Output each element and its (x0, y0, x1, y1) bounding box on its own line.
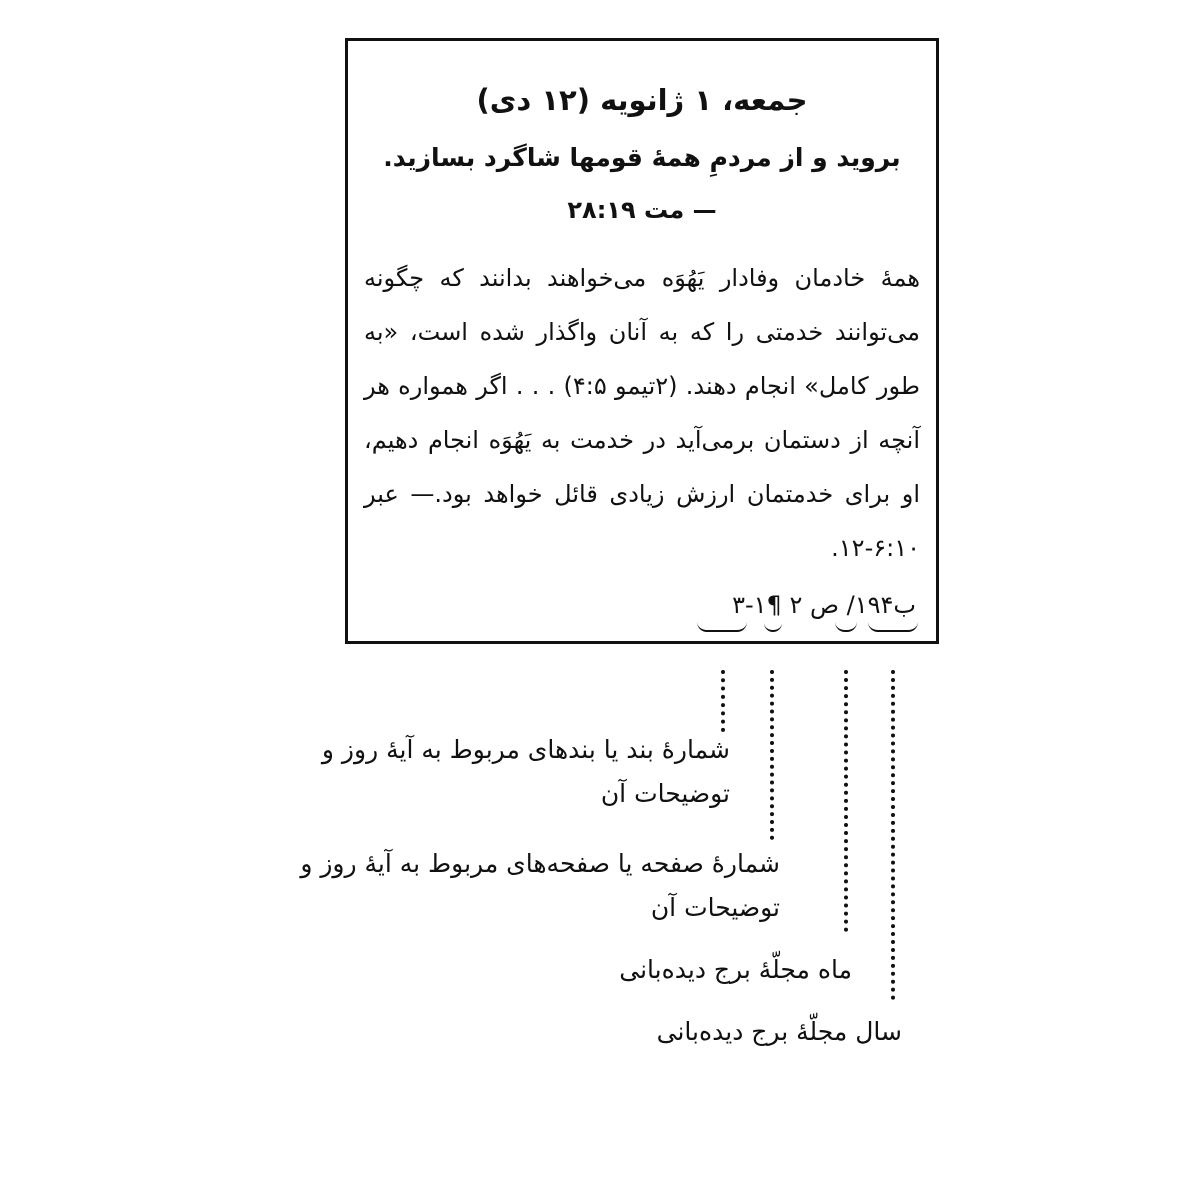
legend-year: سال مجلّهٔ برج دیده‌بانی (656, 1017, 902, 1046)
legend-paragraph: شمارهٔ بند یا بندهای مربوط به آیهٔ روز و توضیحات آن (321, 735, 730, 808)
body-text: همهٔ خادمان وفادار یَهُوَه می‌خواهند بدانند که چگونه می‌توانند خدمتی را که به آنان واگذار شده است، «به طور کامل» انجام دهند. (۲تیمو ۴:۵) . . . اگر همواره هر آنچه از دستمان برمی‌آید در خدمت به یَهُوَه انجام دهیم، او برای خدمتمان ارزش زیادی قائل خواهد بود.— عبر ۶:۱۰-۱۲. (364, 264, 920, 562)
ref-page-prefix: ص (809, 591, 839, 619)
scripture-citation: — مت ۲۸:۱۹ (567, 196, 717, 224)
theme-scripture: بروید و از مردمِ همهٔ قومها شاگرد بسازید. (383, 143, 901, 172)
daily-text-card (345, 38, 939, 644)
brace-paragraph (697, 620, 747, 632)
reference-line (732, 591, 916, 619)
leader-year (891, 670, 895, 1000)
ref-page: ۲ (789, 591, 803, 619)
date-title: جمعه، ۱ ژانویه (۱۲ دی) (476, 83, 808, 117)
leader-paragraph (721, 670, 725, 732)
ref-year: ب۱۹ (854, 591, 916, 619)
ref-month: ۴/ (846, 591, 894, 619)
brace-year (868, 620, 918, 632)
legend-page: شمارهٔ صفحه یا صفحه‌های مربوط به آیهٔ روز و توضیحات آن (300, 849, 780, 922)
legend-month: ماه مجلّهٔ برج دیده‌بانی (619, 955, 852, 984)
leader-page (770, 670, 774, 840)
leader-month (844, 670, 848, 932)
ref-paragraph: ¶۱-۳ (732, 591, 782, 619)
